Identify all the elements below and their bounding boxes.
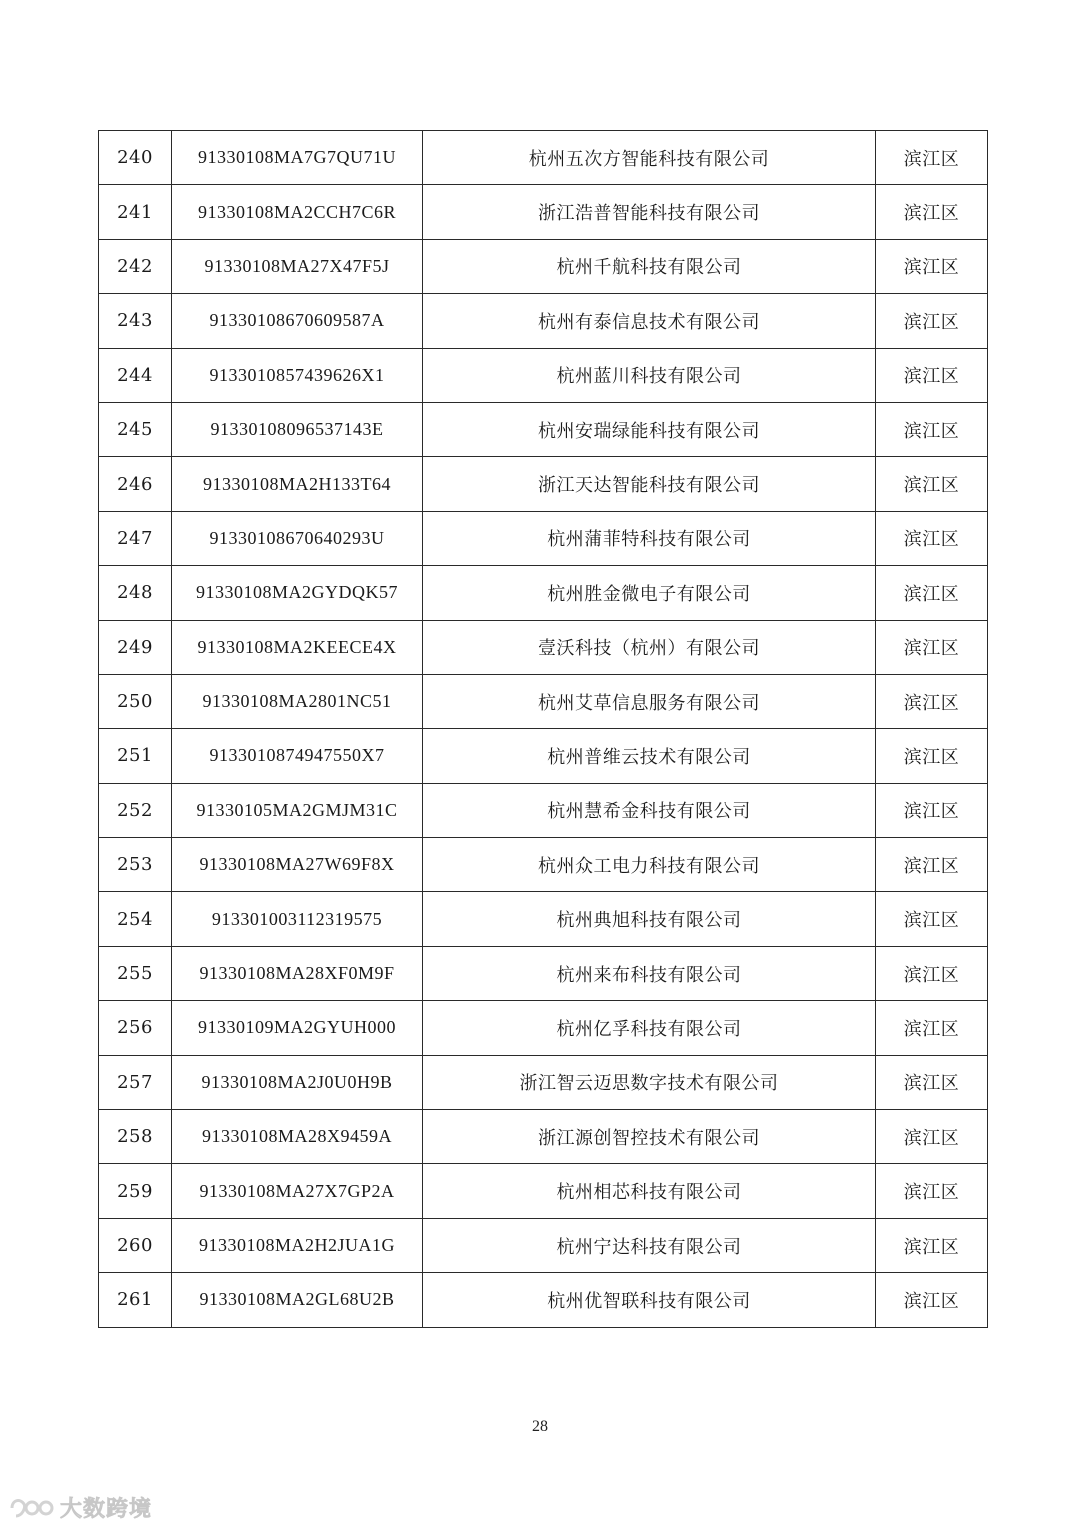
row-number-cell: 261 bbox=[99, 1273, 172, 1327]
company-name-cell: 杭州有泰信息技术有限公司 bbox=[423, 294, 876, 348]
table-row bbox=[99, 131, 988, 185]
row-number-cell: 241 bbox=[99, 185, 172, 239]
table-row bbox=[99, 1164, 988, 1218]
table-row bbox=[99, 729, 988, 783]
company-name-cell: 杭州慧希金科技有限公司 bbox=[423, 783, 876, 837]
table-row bbox=[99, 511, 988, 565]
table-row bbox=[99, 239, 988, 293]
credit-code-cell: 91330108670640293U bbox=[172, 511, 423, 565]
company-name-cell: 杭州来布科技有限公司 bbox=[423, 946, 876, 1000]
company-name-cell: 浙江浩普智能科技有限公司 bbox=[423, 185, 876, 239]
district-cell: 滨江区 bbox=[876, 566, 988, 620]
credit-code-cell: 91330108MA27X47F5J bbox=[172, 239, 423, 293]
company-name-cell: 杭州蓝川科技有限公司 bbox=[423, 348, 876, 402]
company-name-cell: 杭州蒲菲特科技有限公司 bbox=[423, 511, 876, 565]
company-name-cell: 杭州众工电力科技有限公司 bbox=[423, 838, 876, 892]
district-cell: 滨江区 bbox=[876, 402, 988, 456]
table-row bbox=[99, 457, 988, 511]
credit-code-cell: 91330105MA2GMJM31C bbox=[172, 783, 423, 837]
company-name-cell: 杭州安瑞绿能科技有限公司 bbox=[423, 402, 876, 456]
page-number: 28 bbox=[532, 1418, 548, 1435]
row-number-cell: 243 bbox=[99, 294, 172, 348]
district-cell: 滨江区 bbox=[876, 294, 988, 348]
row-number-cell: 254 bbox=[99, 892, 172, 946]
row-number-cell: 260 bbox=[99, 1218, 172, 1272]
company-table-body bbox=[99, 131, 988, 1328]
credit-code-cell: 91330108MA27X7GP2A bbox=[172, 1164, 423, 1218]
row-number-cell: 249 bbox=[99, 620, 172, 674]
table-row bbox=[99, 620, 988, 674]
table-row bbox=[99, 892, 988, 946]
district-cell: 滨江区 bbox=[876, 838, 988, 892]
district-cell: 滨江区 bbox=[876, 674, 988, 728]
credit-code-cell: 91330108MA2GYDQK57 bbox=[172, 566, 423, 620]
table-row bbox=[99, 946, 988, 1000]
company-name-cell: 杭州艾草信息服务有限公司 bbox=[423, 674, 876, 728]
district-cell: 滨江区 bbox=[876, 1164, 988, 1218]
district-cell: 滨江区 bbox=[876, 946, 988, 1000]
company-name-cell: 浙江智云迈思数字技术有限公司 bbox=[423, 1055, 876, 1109]
credit-code-cell: 9133010857439626X1 bbox=[172, 348, 423, 402]
district-cell: 滨江区 bbox=[876, 185, 988, 239]
company-name-cell: 杭州千航科技有限公司 bbox=[423, 239, 876, 293]
row-number-cell: 252 bbox=[99, 783, 172, 837]
district-cell: 滨江区 bbox=[876, 511, 988, 565]
credit-code-cell: 913301003112319575 bbox=[172, 892, 423, 946]
credit-code-cell: 91330108MA2CCH7C6R bbox=[172, 185, 423, 239]
district-cell: 滨江区 bbox=[876, 1110, 988, 1164]
row-number-cell: 258 bbox=[99, 1110, 172, 1164]
district-cell: 滨江区 bbox=[876, 892, 988, 946]
table-row bbox=[99, 1273, 988, 1327]
company-name-cell: 杭州典旭科技有限公司 bbox=[423, 892, 876, 946]
district-cell: 滨江区 bbox=[876, 620, 988, 674]
company-name-cell: 浙江源创智控技术有限公司 bbox=[423, 1110, 876, 1164]
row-number-cell: 257 bbox=[99, 1055, 172, 1109]
credit-code-cell: 91330108MA27W69F8X bbox=[172, 838, 423, 892]
table-row bbox=[99, 1110, 988, 1164]
company-name-cell: 杭州宁达科技有限公司 bbox=[423, 1218, 876, 1272]
credit-code-cell: 91330108MA28XF0M9F bbox=[172, 946, 423, 1000]
company-name-cell: 杭州五次方智能科技有限公司 bbox=[423, 131, 876, 185]
credit-code-cell: 91330109MA2GYUH000 bbox=[172, 1001, 423, 1055]
table-row bbox=[99, 294, 988, 348]
company-name-cell: 杭州相芯科技有限公司 bbox=[423, 1164, 876, 1218]
district-cell: 滨江区 bbox=[876, 1001, 988, 1055]
table-row bbox=[99, 838, 988, 892]
table-row bbox=[99, 185, 988, 239]
credit-code-cell: 91330108MA2J0U0H9B bbox=[172, 1055, 423, 1109]
row-number-cell: 247 bbox=[99, 511, 172, 565]
table-row bbox=[99, 1055, 988, 1109]
district-cell: 滨江区 bbox=[876, 1273, 988, 1327]
credit-code-cell: 91330108670609587A bbox=[172, 294, 423, 348]
table-row bbox=[99, 348, 988, 402]
district-cell: 滨江区 bbox=[876, 729, 988, 783]
row-number-cell: 245 bbox=[99, 402, 172, 456]
table-row bbox=[99, 783, 988, 837]
credit-code-cell: 91330108MA2H133T64 bbox=[172, 457, 423, 511]
district-cell: 滨江区 bbox=[876, 457, 988, 511]
watermark bbox=[8, 1492, 152, 1523]
watermark-logo-icon bbox=[8, 1494, 56, 1522]
table-row bbox=[99, 674, 988, 728]
row-number-cell: 248 bbox=[99, 566, 172, 620]
credit-code-cell: 91330108MA2H2JUA1G bbox=[172, 1218, 423, 1272]
row-number-cell: 256 bbox=[99, 1001, 172, 1055]
credit-code-cell: 91330108MA7G7QU71U bbox=[172, 131, 423, 185]
row-number-cell: 246 bbox=[99, 457, 172, 511]
company-name-cell: 杭州优智联科技有限公司 bbox=[423, 1273, 876, 1327]
table-row bbox=[99, 1001, 988, 1055]
row-number-cell: 240 bbox=[99, 131, 172, 185]
credit-code-cell: 9133010874947550X7 bbox=[172, 729, 423, 783]
company-name-cell: 壹沃科技（杭州）有限公司 bbox=[423, 620, 876, 674]
table-row bbox=[99, 1218, 988, 1272]
company-table bbox=[98, 130, 988, 1328]
watermark-text: 大数跨境 bbox=[60, 1497, 153, 1522]
company-name-cell: 杭州普维云技术有限公司 bbox=[423, 729, 876, 783]
row-number-cell: 242 bbox=[99, 239, 172, 293]
credit-code-cell: 91330108MA2801NC51 bbox=[172, 674, 423, 728]
credit-code-cell: 91330108096537143E bbox=[172, 402, 423, 456]
credit-code-cell: 91330108MA2GL68U2B bbox=[172, 1273, 423, 1327]
company-name-cell: 浙江天达智能科技有限公司 bbox=[423, 457, 876, 511]
district-cell: 滨江区 bbox=[876, 1218, 988, 1272]
row-number-cell: 250 bbox=[99, 674, 172, 728]
row-number-cell: 259 bbox=[99, 1164, 172, 1218]
district-cell: 滨江区 bbox=[876, 783, 988, 837]
district-cell: 滨江区 bbox=[876, 239, 988, 293]
row-number-cell: 251 bbox=[99, 729, 172, 783]
credit-code-cell: 91330108MA2KEECE4X bbox=[172, 620, 423, 674]
district-cell: 滨江区 bbox=[876, 131, 988, 185]
row-number-cell: 253 bbox=[99, 838, 172, 892]
table-row bbox=[99, 402, 988, 456]
company-name-cell: 杭州亿孚科技有限公司 bbox=[423, 1001, 876, 1055]
credit-code-cell: 91330108MA28X9459A bbox=[172, 1110, 423, 1164]
table-row bbox=[99, 566, 988, 620]
district-cell: 滨江区 bbox=[876, 348, 988, 402]
row-number-cell: 244 bbox=[99, 348, 172, 402]
row-number-cell: 255 bbox=[99, 946, 172, 1000]
district-cell: 滨江区 bbox=[876, 1055, 988, 1109]
company-name-cell: 杭州胜金微电子有限公司 bbox=[423, 566, 876, 620]
